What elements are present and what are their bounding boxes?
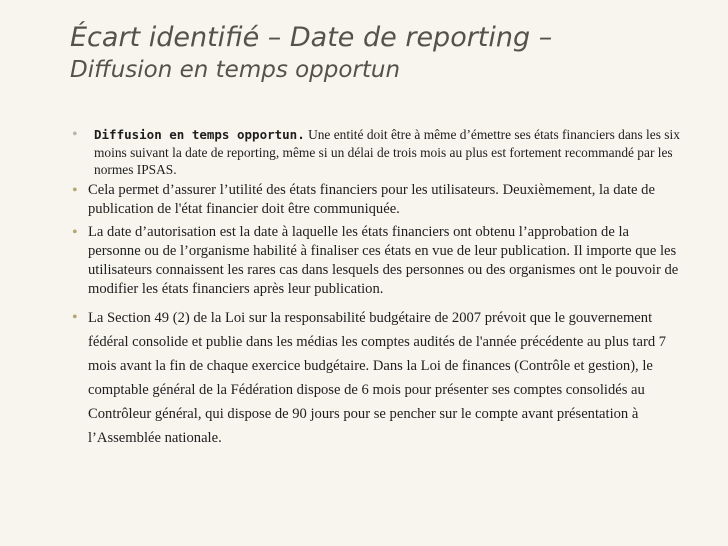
title-line-2: Diffusion en temps opportun (70, 57, 401, 84)
bullet-icon: • (72, 223, 78, 241)
bullet-list (72, 126, 684, 450)
bullet-icon: • (72, 308, 78, 326)
bullet-item (72, 223, 684, 299)
bullet-text: La Section 49 (2) de la Loi sur la responsabilité budgétaire de 2007 prévoit que le gouvernement fédéral consolide et publie dans les médias les comptes audités de l'année précédente au plus tard 7 mois avant la fin de chaque exercice budgétaire. Dans la Loi de finances (Contrôle et gestion), le comptable général de la Fédération dispose de 6 mois pour présenter ses comptes consolidés au Contrôleur général, qui dispose de 90 jours pour se pencher sur le compte avant présentation à l’Assemblée nationale. (88, 309, 667, 446)
bullet-icon: • (72, 126, 78, 143)
bullet-lead: Diffusion en temps opportun. (94, 127, 305, 142)
bullet-text: Cela permet d’assurer l’utilité des états financiers pour les utilisateurs. Deuxièmement, la date de publication de l'état financier doit être communiquée. (88, 181, 655, 217)
title-line-1: Écart identifié – Date de reporting – (70, 22, 553, 53)
bullet-item (72, 126, 684, 179)
bullet-icon: • (72, 181, 78, 199)
bullet-text: Une entité doit être à même d’émettre ses états financiers dans les six moins suivant la date de reporting, même si un délai de trois mois au plus est fortement recommandé par les normes IPSAS. (94, 127, 680, 177)
bullet-text: La date d’autorisation est la date à laquelle les états financiers ont obtenu l’approbation de la personne ou de l’organisme habilité à finaliser ces états en vue de leur publication. Il importe que les utilisateurs connaissent les rares cas dans lesquels des personnes ou des organismes ont le pouvoir de modifier les états financiers après leur publication. (88, 223, 679, 297)
bullet-item (72, 181, 684, 219)
slide-title (70, 22, 690, 83)
bullet-item (72, 306, 684, 450)
